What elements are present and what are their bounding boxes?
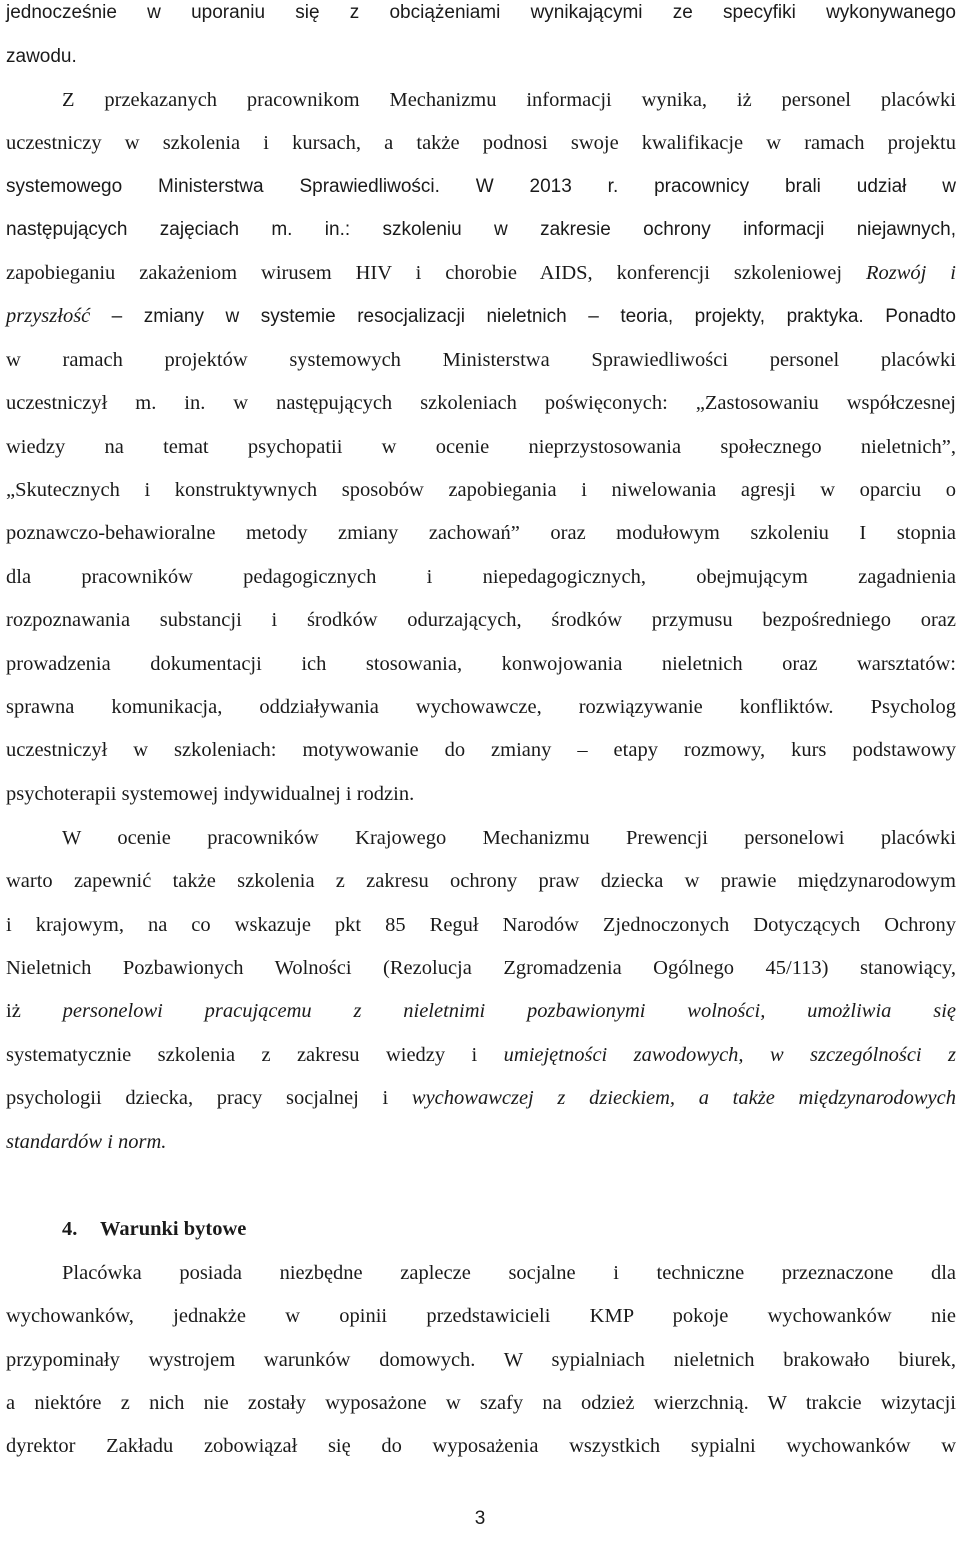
italic-quote: umiejętności zawodowych, w szczególności z <box>503 1044 956 1066</box>
paragraph-line: uczestniczył m. in. w następujących szkoleniach poświęconych: „Zastosowaniu współczesnej <box>6 392 956 414</box>
paragraph-line <box>6 260 956 286</box>
paragraph-line: i krajowym, na co wskazuje pkt 85 Reguł Narodów Zjednoczonych Dotyczących Ochrony <box>6 914 956 936</box>
paragraph-line: Z przekazanych pracownikom Mechanizmu informacji wynika, iż personel placówki <box>62 89 956 111</box>
paragraph-line: dyrektor Zakładu zobowiązał się do wyposażenia wszystkich sypialni wychowanków w <box>6 1435 956 1457</box>
paragraph-line: dla pracowników pedagogicznych i niepedagogicznych, obejmującym zagadnienia <box>6 566 956 588</box>
italic-quote: personelowi pracującemu z nieletnimi pozbawionymi wolności, umożliwia się <box>62 1000 956 1022</box>
italic-title: przyszłość <box>6 305 91 327</box>
italic-quote: wychowawczej z dzieckiem, a także międzynarodowych <box>411 1087 956 1109</box>
paragraph-line: wiedzy na temat psychopatii w ocenie nieprzystosowania społecznego nieletnich”, <box>6 436 956 458</box>
paragraph-line: prowadzenia dokumentacji ich stosowania, konwojowania nieletnich oraz warsztatów: <box>6 653 956 675</box>
paragraph-line: „Skutecznych i konstruktywnych sposobów zapobiegania i niwelowania agresji w oparciu o <box>6 479 956 501</box>
paragraph-line <box>6 998 956 1024</box>
paragraph-line <box>6 1042 956 1068</box>
paragraph-line: uczestniczył w szkoleniach: motywowanie do zmiany – etapy rozmowy, kurs podstawowy <box>6 739 956 761</box>
paragraph-line: Placówka posiada niezbędne zaplecze socjalne i techniczne przeznaczone dla <box>62 1262 956 1284</box>
paragraph-line <box>6 303 956 330</box>
paragraph-line: a niektóre z nich nie zostały wyposażone w szafy na odzież wierzchnią. W trakcie wizytacji <box>6 1392 956 1414</box>
section-title: Warunki bytowe <box>100 1218 247 1240</box>
paragraph-line: psychoterapii systemowej indywidualnej i rodzin. <box>6 783 415 805</box>
page-number: 3 <box>474 1508 486 1529</box>
paragraph-line: warto zapewnić także szkolenia z zakresu ochrony praw dziecka w prawie międzynarodowym <box>6 870 956 892</box>
paragraph-line: zawodu. <box>6 46 77 67</box>
paragraph-line: w ramach projektów systemowych Ministerstwa Sprawiedliwości personel placówki <box>6 349 956 371</box>
paragraph-line: systemowego Ministerstwa Sprawiedliwości. W 2013 r. pracownicy brali udział w <box>6 176 956 197</box>
text-span: psychologii dziecka, pracy socjalnej i <box>6 1087 389 1109</box>
paragraph-line <box>6 1085 956 1111</box>
section-heading <box>62 1216 246 1242</box>
paragraph-line: Nieletnich Pozbawionych Wolności (Rezolucja Zgromadzenia Ogólnego 45/113) stanowiący, <box>6 957 956 979</box>
text-span: systematycznie szkolenia z zakresu wiedzy i <box>6 1044 478 1066</box>
paragraph-line: następujących zajęciach m. in.: szkoleniu w zakresie ochrony informacji niejawnych, <box>6 219 956 240</box>
paragraph-line: przypominały wystrojem warunków domowych. W sypialniach nieletnich brakowało biurek, <box>6 1349 956 1371</box>
paragraph-line: W ocenie pracowników Krajowego Mechanizmu Prewencji personelowi placówki <box>62 827 956 849</box>
paragraph-line: poznawczo-behawioralne metody zmiany zachowań” oraz modułowym szkoleniu I stopnia <box>6 522 956 544</box>
paragraph-line: rozpoznawania substancji i środków odurzających, środków przymusu bezpośredniego oraz <box>6 609 956 631</box>
text-span: zapobieganiu zakażeniom wirusem HIV i chorobie AIDS, konferencji szkoleniowej <box>6 262 843 284</box>
section-number: 4. <box>62 1218 78 1240</box>
paragraph-line: sprawna komunikacja, oddziaływania wychowawcze, rozwiązywanie konfliktów. Psycholog <box>6 696 956 718</box>
text-span: – zmiany w systemie resocjalizacji nieletnich – teoria, projekty, praktyka. Ponadto <box>111 306 956 327</box>
italic-title: Rozwój i <box>866 262 956 284</box>
text-span: iż <box>6 1000 21 1022</box>
paragraph-line: jednocześnie w uporaniu się z obciążeniami wynikającymi ze specyfiki wykonywanego <box>6 2 956 23</box>
paragraph-line: uczestniczy w szkolenia i kursach, a także podnosi swoje kwalifikacje w ramach projektu <box>6 132 956 154</box>
paragraph-line: wychowanków, jednakże w opinii przedstawicieli KMP pokoje wychowanków nie <box>6 1305 956 1327</box>
paragraph-line: standardów i norm. <box>6 1131 167 1153</box>
